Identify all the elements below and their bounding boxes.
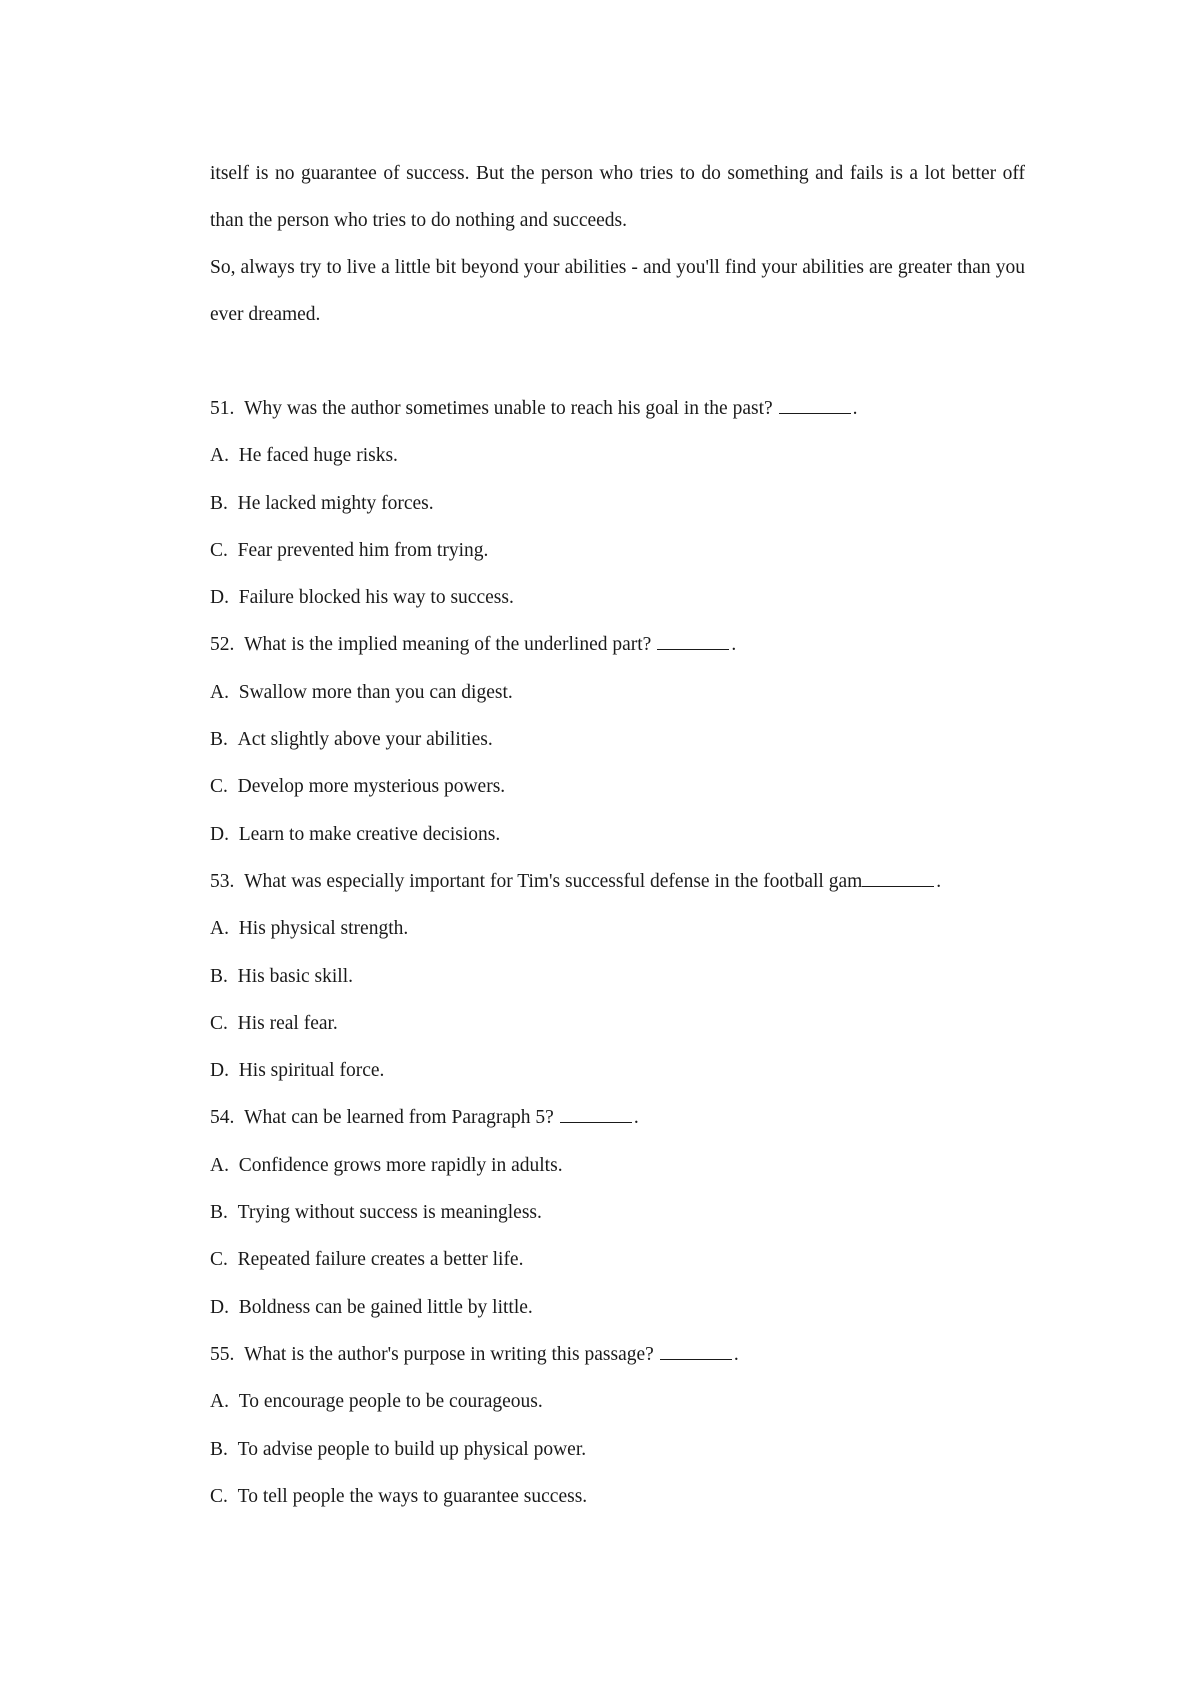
- option-letter: B.: [210, 965, 228, 987]
- question-stem: [210, 1094, 1025, 1141]
- option-letter: C.: [210, 776, 228, 798]
- option-letter: B.: [210, 1202, 228, 1224]
- question-text: What was especially important for Tim's successful defense in the football gam: [244, 870, 863, 892]
- option-c[interactable]: [210, 1000, 1025, 1047]
- passage-paragraph: itself is no guarantee of success. But the person who tries to do something and fails is a lot better off than the person who tries to do nothing and succeeds.: [210, 163, 1025, 231]
- option-a[interactable]: [210, 1378, 1025, 1425]
- option-text: Act slightly above your abilities.: [237, 729, 493, 751]
- option-text: His physical strength.: [238, 918, 409, 940]
- question-stem: [210, 385, 1025, 432]
- option-d[interactable]: [210, 1284, 1025, 1331]
- option-letter: A.: [210, 681, 229, 703]
- option-text: To encourage people to be courageous.: [238, 1391, 543, 1413]
- option-letter: D.: [210, 1296, 229, 1318]
- option-a[interactable]: [210, 905, 1025, 952]
- answer-blank[interactable]: [660, 1341, 732, 1360]
- question-number: 54.: [210, 1107, 235, 1129]
- option-d[interactable]: [210, 574, 1025, 621]
- question-stem: [210, 621, 1025, 668]
- option-letter: C.: [210, 1012, 228, 1034]
- question-stem: [210, 1331, 1025, 1378]
- option-letter: B.: [210, 1438, 228, 1460]
- option-d[interactable]: [210, 811, 1025, 858]
- option-c[interactable]: [210, 1473, 1025, 1520]
- option-text: He lacked mighty forces.: [237, 492, 434, 514]
- option-text: To tell people the ways to guarantee success.: [237, 1485, 588, 1507]
- answer-blank[interactable]: [779, 395, 851, 414]
- option-text: Learn to make creative decisions.: [238, 823, 501, 845]
- passage: [210, 150, 1025, 338]
- question-text: What is the author's purpose in writing this passage?: [244, 1343, 654, 1365]
- question-number: 53.: [210, 870, 235, 892]
- option-letter: A.: [210, 918, 229, 940]
- answer-blank[interactable]: [657, 631, 729, 650]
- option-letter: C.: [210, 539, 228, 561]
- option-d[interactable]: [210, 1047, 1025, 1094]
- option-text: His basic skill.: [237, 965, 354, 987]
- option-b[interactable]: [210, 1426, 1025, 1473]
- option-text: Swallow more than you can digest.: [238, 681, 513, 703]
- option-text: He faced huge risks.: [238, 445, 398, 467]
- stem-end: .: [633, 1107, 639, 1129]
- option-b[interactable]: [210, 1189, 1025, 1236]
- option-letter: A.: [210, 445, 229, 467]
- question-text: What can be learned from Paragraph 5?: [244, 1107, 554, 1129]
- option-letter: D.: [210, 587, 229, 609]
- stem-end: .: [936, 870, 942, 892]
- question-52: [210, 621, 1025, 857]
- option-letter: D.: [210, 1060, 229, 1082]
- question-53: [210, 858, 1025, 1094]
- question-text: What is the implied meaning of the underlined part?: [244, 634, 652, 656]
- option-text: Confidence grows more rapidly in adults.: [238, 1154, 563, 1176]
- question-text: Why was the author sometimes unable to reach his goal in the past?: [244, 398, 773, 419]
- question-51: [210, 385, 1025, 621]
- option-text: Trying without success is meaningless.: [237, 1202, 542, 1224]
- question-number: 51.: [210, 398, 235, 419]
- option-text: His real fear.: [237, 1012, 338, 1034]
- section-gap: [210, 338, 1025, 385]
- passage-paragraph: So, always try to live a little bit beyond your abilities - and you'll find your abilities are greater than you ever dreamed.: [210, 257, 1025, 325]
- answer-blank[interactable]: [560, 1104, 632, 1123]
- option-text: Fear prevented him from trying.: [237, 539, 489, 561]
- option-letter: A.: [210, 1391, 229, 1413]
- option-a[interactable]: [210, 432, 1025, 479]
- option-c[interactable]: [210, 1236, 1025, 1283]
- option-b[interactable]: [210, 480, 1025, 527]
- option-c[interactable]: [210, 763, 1025, 810]
- answer-blank[interactable]: [862, 868, 934, 887]
- option-b[interactable]: [210, 716, 1025, 763]
- option-letter: C.: [210, 1249, 228, 1271]
- question-54: [210, 1094, 1025, 1330]
- option-text: Develop more mysterious powers.: [237, 776, 506, 798]
- option-b[interactable]: [210, 953, 1025, 1000]
- stem-end: .: [731, 634, 737, 656]
- option-letter: C.: [210, 1485, 228, 1507]
- option-letter: B.: [210, 729, 228, 751]
- option-text: Boldness can be gained little by little.: [238, 1296, 533, 1318]
- option-text: His spiritual force.: [238, 1060, 385, 1082]
- stem-end: .: [852, 398, 858, 419]
- question-number: 55.: [210, 1343, 235, 1365]
- stem-end: .: [733, 1343, 739, 1365]
- question-stem: [210, 858, 1025, 905]
- question-55: [210, 1331, 1025, 1520]
- option-a[interactable]: [210, 669, 1025, 716]
- option-text: Failure blocked his way to success.: [238, 587, 514, 609]
- option-text: To advise people to build up physical power.: [237, 1438, 587, 1460]
- question-number: 52.: [210, 634, 235, 656]
- option-c[interactable]: [210, 527, 1025, 574]
- option-a[interactable]: [210, 1142, 1025, 1189]
- option-text: Repeated failure creates a better life.: [237, 1249, 524, 1271]
- option-letter: A.: [210, 1154, 229, 1176]
- option-letter: D.: [210, 823, 229, 845]
- page-content: [210, 150, 1025, 1520]
- option-letter: B.: [210, 492, 228, 514]
